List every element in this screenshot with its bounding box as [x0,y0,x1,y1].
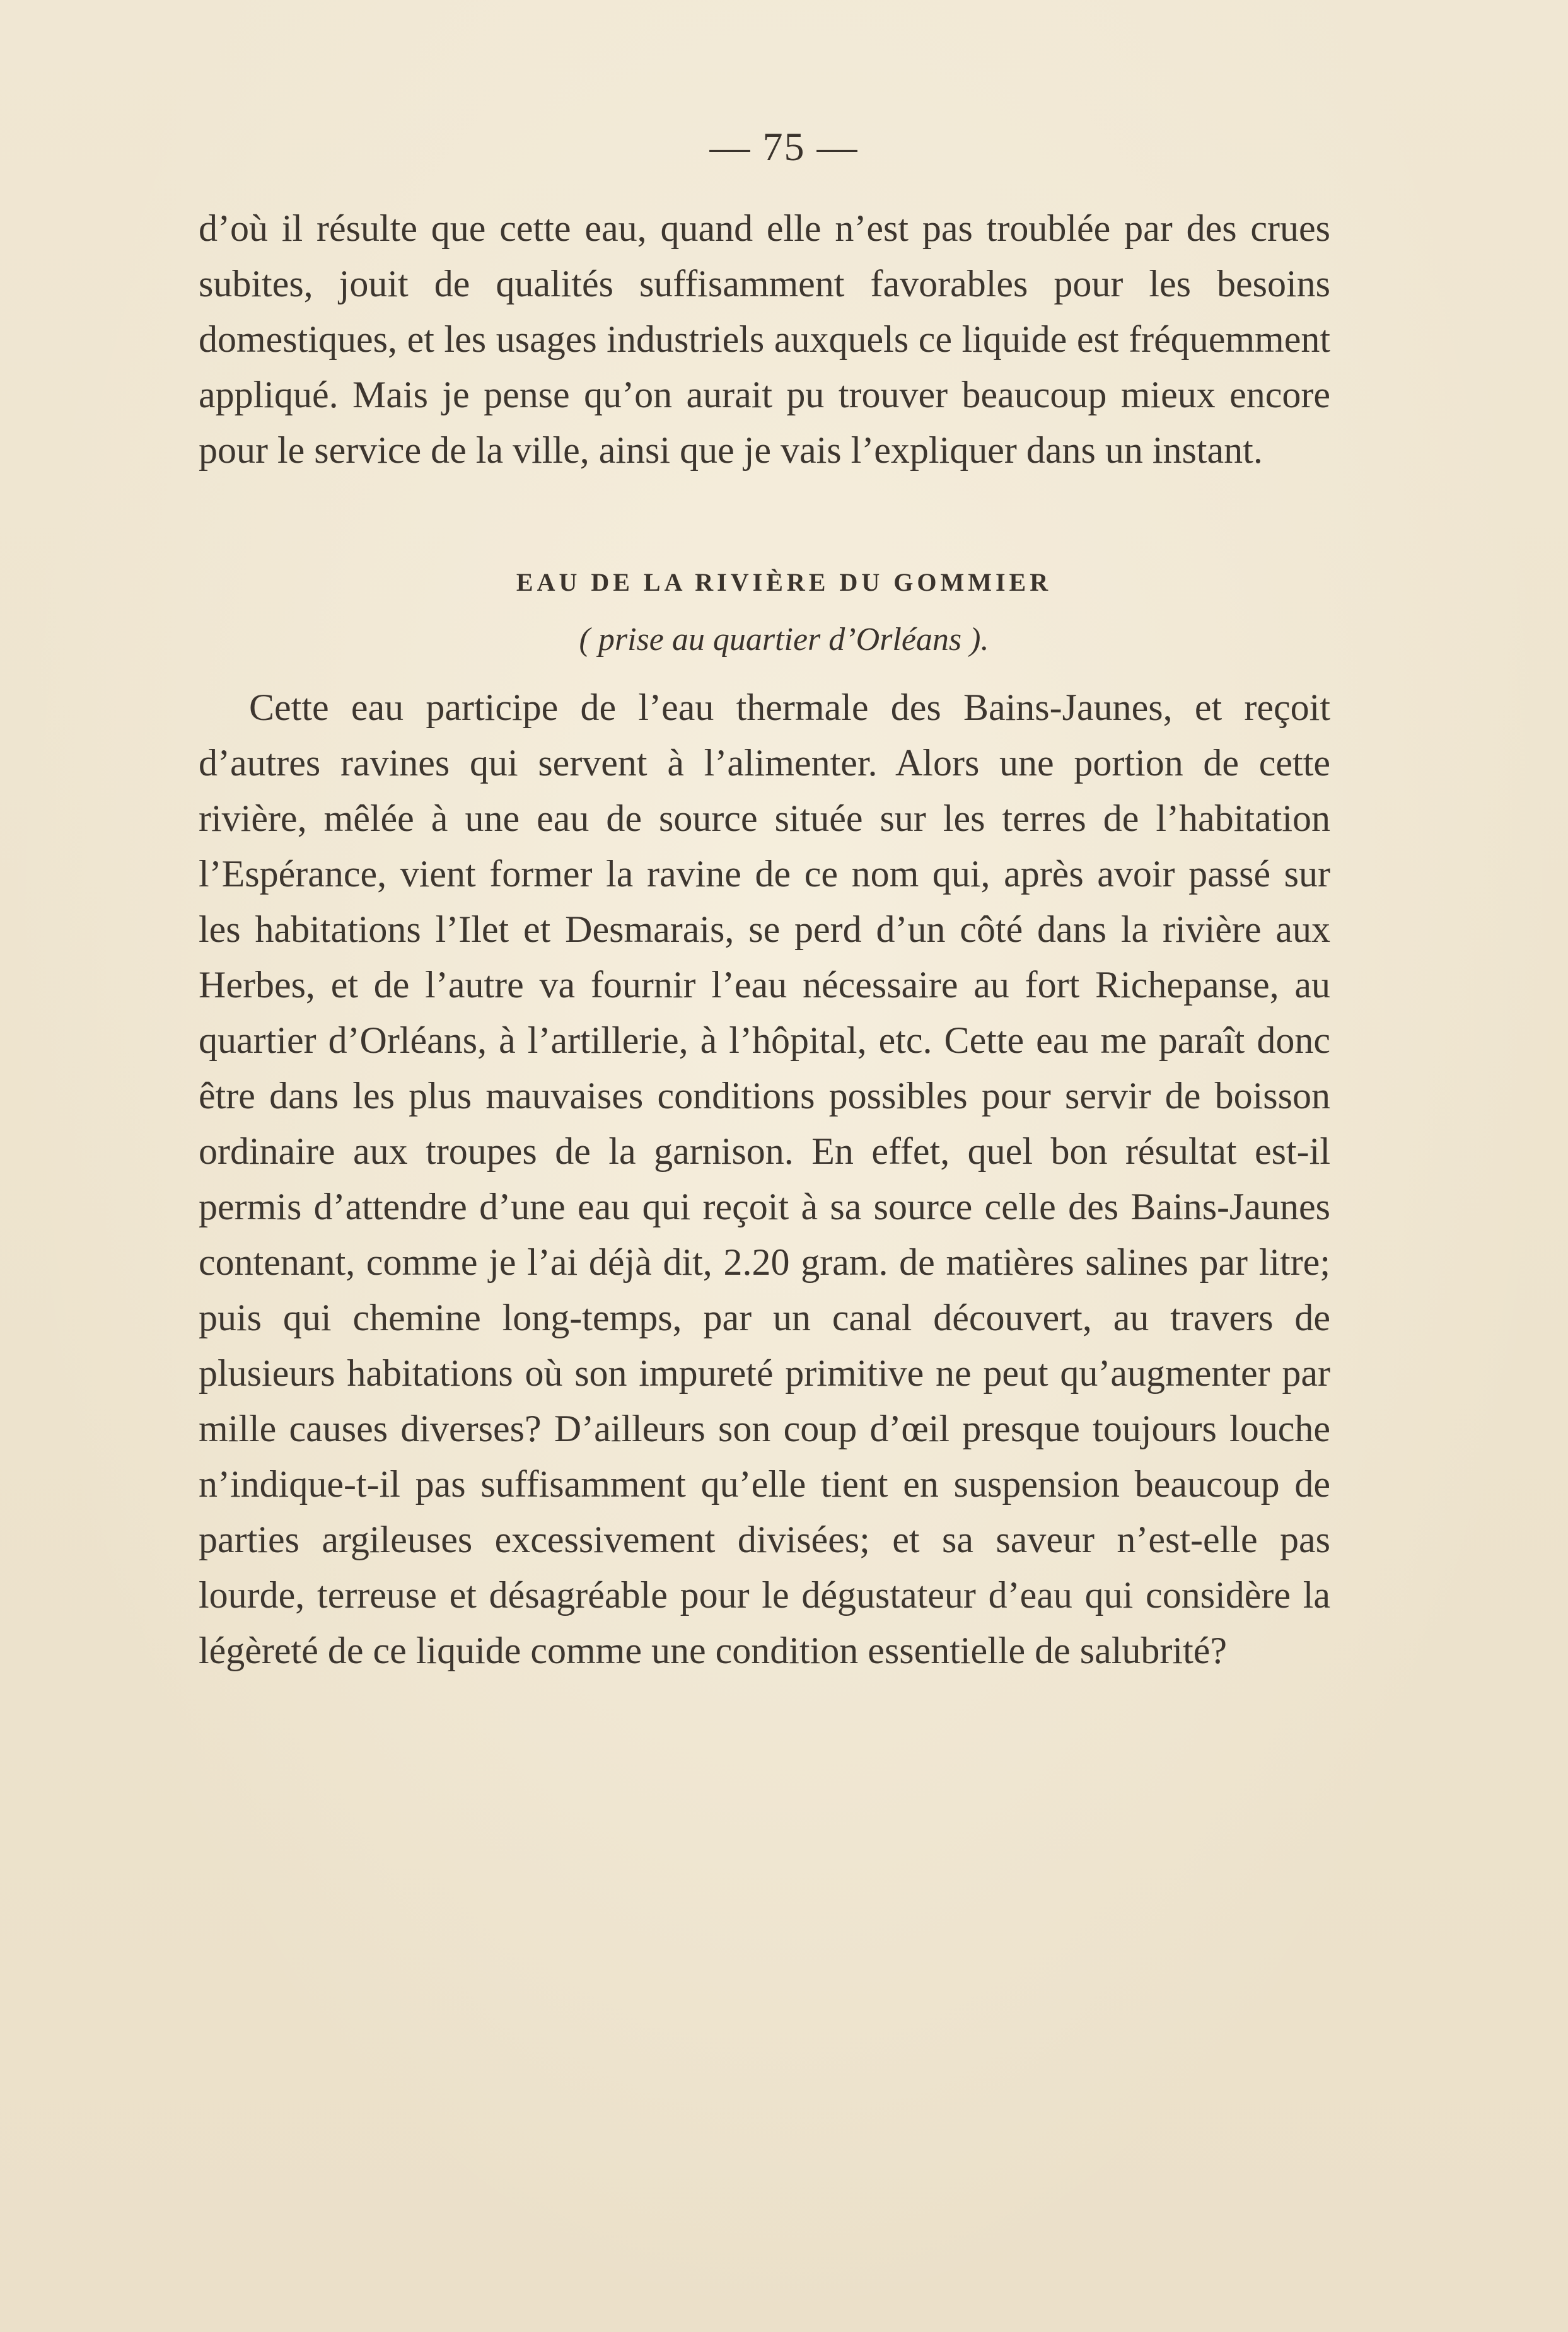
section-subheading: ( prise au quartier d’Orléans ). [579,622,989,658]
paragraph-gommier: Cette eau participe de l’eau thermale des Bains-Jaunes, et reçoit d’autres ravines qui servent à l’alimenter. Alors une portion de cette rivière, mêlée à une eau de source située sur les terres de l’habitation l’Espérance, vient former la ravine de ce nom qui, après avoir passé sur les habitations l’Ilet et Desmarais, se perd d’un côté dans la rivière aux Herbes, et de l’autre va fournir l’eau nécessaire au fort Richepanse, au quartier d’Orléans, à l’artillerie, à l’hôpital, etc. Cette eau me paraît donc être dans les plus mauvaises conditions possibles pour servir de boisson ordinaire aux troupes de la garnison. En effet, quel bon résultat est-il permis d’attendre d’une eau qui reçoit à sa source celle des Bains-Jaunes contenant, comme je l’ai déjà dit, 2.20 gram. de matières salines par litre; puis qui chemine long-temps, par un canal découvert, au travers de plusieurs habitations où son impureté primitive ne peut qu’augmenter par mille causes diverses? D’ailleurs son coup d’œil presque toujours louche n’indique-t-il pas suffisamment qu’elle tient en suspension beaucoup de parties argileuses excessivement divisées; et sa saveur n’est-elle pas lourde, terreuse et désagréable pour le dégustateur d’eau qui considère la légèreté de ce liquide comme une condition essentielle de salubrité? [199,687,1330,1671]
section-heading: EAU DE LA RIVIÈRE DU GOMMIER [516,568,1052,596]
page-number: — 75 — [709,124,859,169]
paragraph-intro: d’où il résulte que cette eau, quand elle n’est pas troublée par des crues subites, jouit de qualités suffisamment favorables pour les besoins domestiques, et les usages industriels auxquels ce liquide est fréquemment appliqué. Mais je pense qu’on aurait pu trouver beaucoup mieux encore pour le service de la ville, ainsi que je vais l’expliquer dans un instant. [199,207,1330,471]
